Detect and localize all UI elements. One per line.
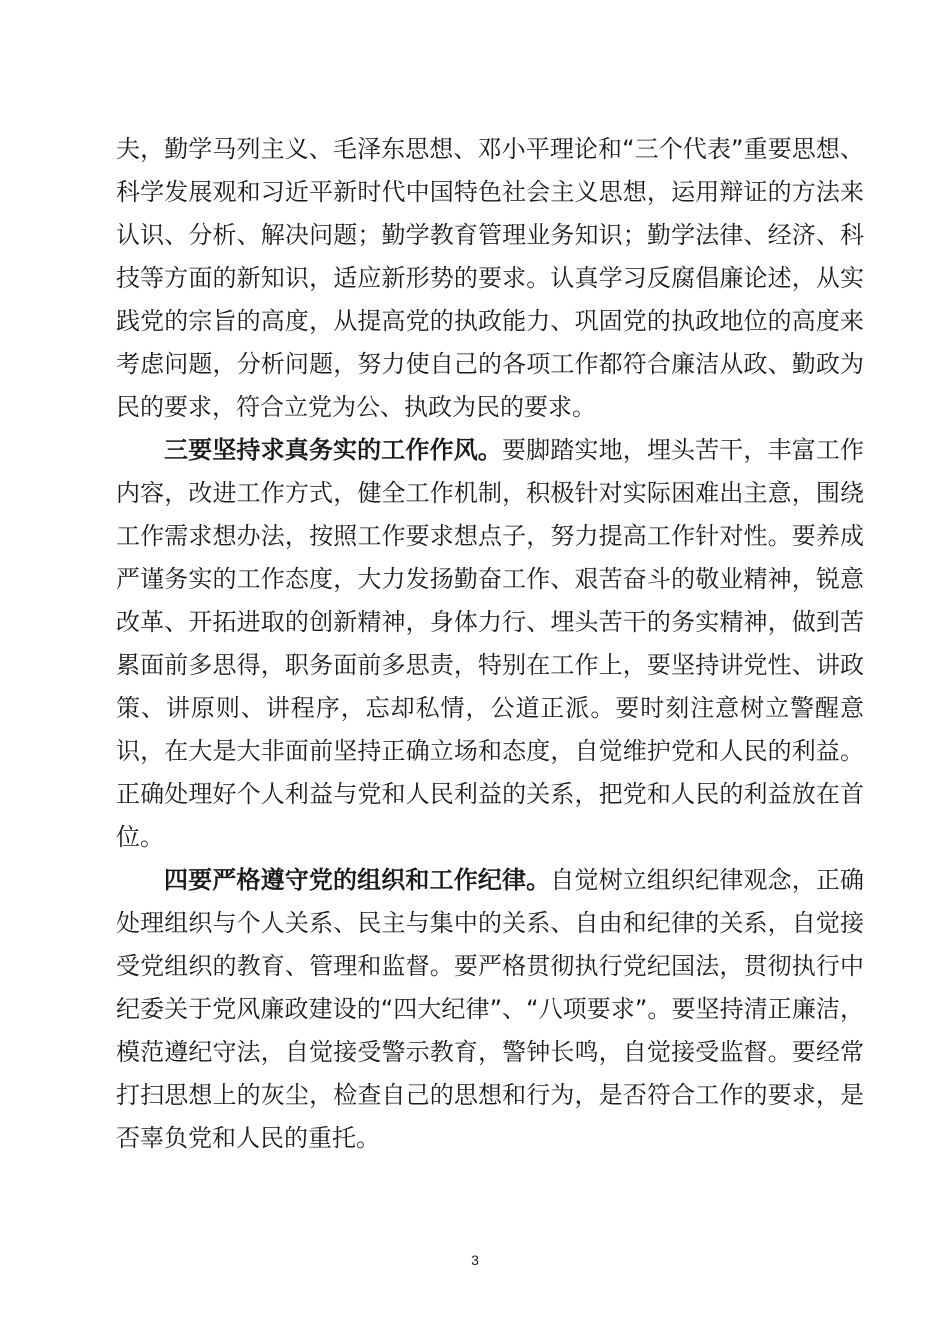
paragraph-heading: 三要坚持求真务实的工作作风。 [164, 436, 502, 464]
paragraph-discipline [116, 859, 864, 1160]
paragraph-text: 自觉树立组织纪律观念，正确处理组织与个人关系、民主与集中的关系、自由和纪律的关系，自觉接受党组织的教育、管理和监督。要严格贯彻执行党纪国法，贯彻执行中纪委关于党风廉政建设的“四大纪律”、“八项要求”。要坚持清正廉洁，模范遵纪守法，自觉接受警示教育，警钟长鸣，自觉接受监督。要经常打扫思想上的灰尘，检查自己的思想和行为，是否符合工作的要求，是否辜负党和人民的重托。 [116, 866, 865, 1152]
paragraph-work-style [116, 429, 864, 859]
page-number: 3 [471, 1252, 479, 1268]
paragraph-continued [116, 128, 864, 429]
body-text [116, 128, 864, 1160]
paragraph-text: 要脚踏实地，埋头苦干，丰富工作内容，改进工作方式，健全工作机制，积极针对实际困难出主意，围绕工作需求想办法，按照工作要求想点子，努力提高工作针对性。要养成严谨务实的工作态度，大力发扬勤奋工作、艰苦奋斗的敬业精神，锐意改革、开拓进取的创新精神，身体力行、埋头苦干的务实精神，做到苦累面前多思得，职务面前多思责，特别在工作上，要坚持讲党性、讲政策、讲原则、讲程序，忘却私情，公道正派。要时刻注意树立警醒意识，在大是大非面前坚持正确立场和态度，自觉维护党和人民的利益。正确处理好个人利益与党和人民利益的关系，把党和人民的利益放在首位。 [116, 436, 864, 851]
paragraph-text: 夫，勤学马列主义、毛泽东思想、邓小平理论和“三个代表”重要思想、科学发展观和习近平新时代中国特色社会主义思想，运用辩证的方法来认识、分析、解决问题；勤学教育管理业务知识；勤学法律、经济、科技等方面的新知识，适应新形势的要求。认真学习反腐倡廉论述，从实践党的宗旨的高度，从提高党的执政能力、巩固党的执政地位的高度来考虑问题，分析问题，努力使自己的各项工作都符合廉洁从政、勤政为民的要求，符合立党为公、执政为民的要求。 [116, 135, 864, 421]
paragraph-heading: 四要严格遵守党的组织和工作纪律。 [164, 866, 551, 894]
